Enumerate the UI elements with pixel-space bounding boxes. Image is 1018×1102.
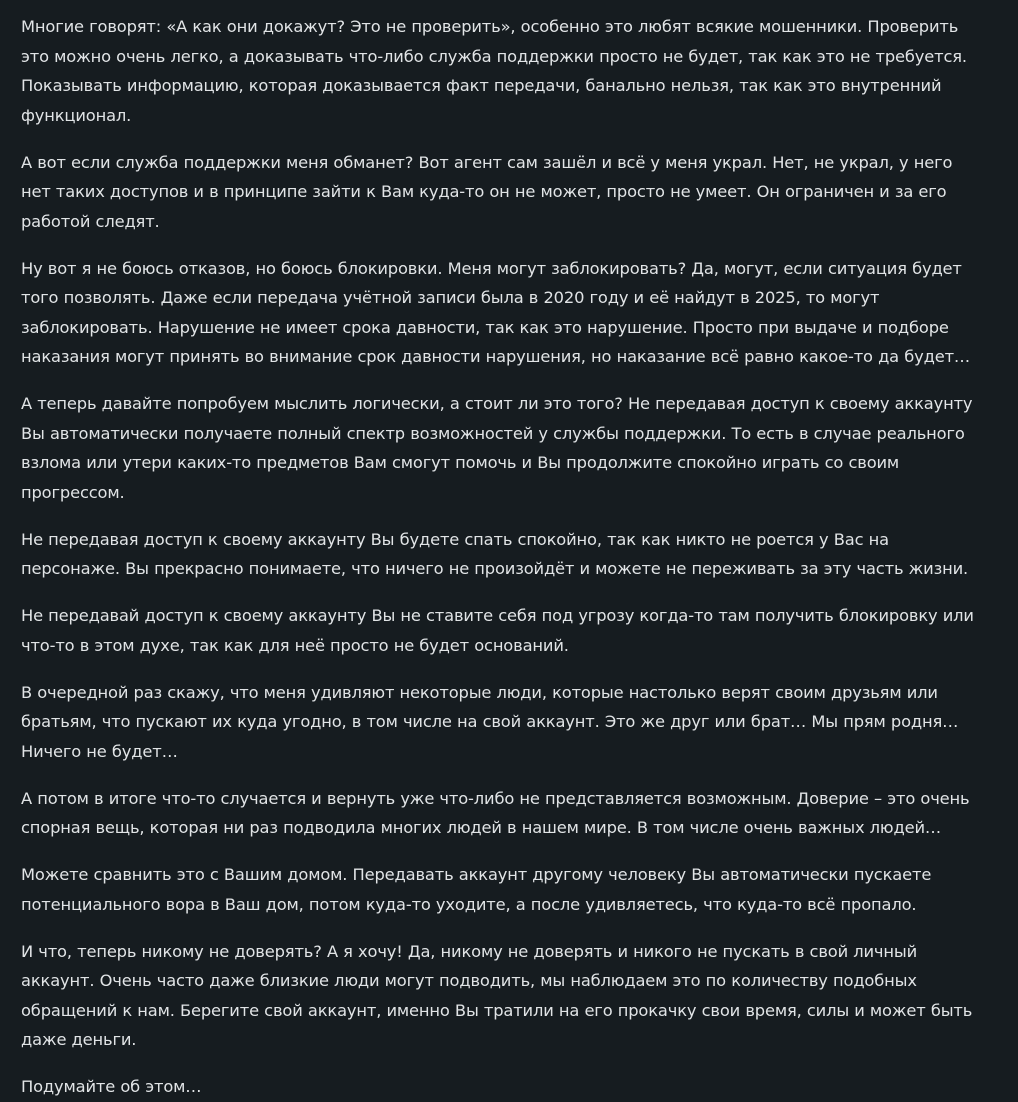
paragraph-think-about-it: Подумайте об этом… [21, 1077, 202, 1096]
paragraph-dont-trust: И что, теперь никому не доверять? А я хочу! Да, никому не доверять и никого не пускать в свой личный аккаунт. Очень часто даже близкие люди могут подводить, мы наблюдаем это по количеству подобных обращений к нам. Берегите свой аккаунт, именно Вы тратили на его прокачку свои время, силы и может быть даже деньги. [21, 941, 973, 1049]
paragraph-no-threat: Не передавай доступ к своему аккаунту Вы не ставите себя под угрозу когда-то там получить блокировку или что-то в этом духе, так как для неё просто не будет оснований. [21, 606, 974, 655]
paragraph-sleep-calmly: Не передавая доступ к своему аккаунту Вы будете спать спокойно, так как никто не роется у Вас на персонаже. Вы прекрасно понимаете, что ничего не произойдёт и можете не переживать за эту часть жизни. [21, 529, 969, 578]
paragraph-logic: А теперь давайте попробуем мыслить логически, а стоит ли это того? Не передавая доступ к своему аккаунту Вы автоматически получаете полный спектр возможностей у службы поддержки. То есть в случае реального взлома или утери каких-то предметов Вам смогут помочь и Вы продолжите спокойно играть со своим прогрессом. [21, 394, 973, 502]
paragraph-house-analogy: Можете сравнить это с Вашим домом. Передавать аккаунт другому человеку Вы автоматически пускаете потенциального вора в Ваш дом, потом куда-то уходите, а после удивляетесь, что куда-то всё пропало. [21, 865, 932, 914]
paragraph-friends: В очередной раз скажу, что меня удивляют некоторые люди, которые настолько верят своим друзьям или братьям, что пускают их куда угодно, в том числе на свой аккаунт. Это же друг или брат… Мы прям родня… Ничего не будет… [21, 682, 959, 761]
paragraph-support-agent: А вот если служба поддержки меня обманет? Вот агент сам зашёл и всё у меня украл. Нет, не украл, у него нет таких доступов и в принципе зайти к Вам куда-то он не может, просто не умеет. Он ограничен и за его работой следят. [21, 152, 953, 231]
paragraph-proof: Многие говорят: «А как они докажут? Это не проверить», особенно это любят всякие мошенники. Проверить это можно очень легко, а доказывать что-либо служба поддержки просто не будет, так как это не требуется. Показывать информацию, которая доказывается факт передачи, банально нельзя, так как это внутренний функционал. [21, 17, 967, 125]
paragraph-blocking: Ну вот я не боюсь отказов, но боюсь блокировки. Меня могут заблокировать? Да, могут, если ситуация будет того позволять. Даже если передача учётной записи была в 2020 году и её найдут в 2025, то могут заблокировать. Нарушение не имеет срока давности, так как это нарушение. Просто при выдаче и подборе наказания могут принять во внимание срок давности нарушения, но наказание всё равно какое-то да будет… [21, 258, 971, 366]
paragraph-trust: А потом в итоге что-то случается и вернуть уже что-либо не представляется возможным. Доверие – это очень спорная вещь, которая ни раз подводила многих людей в нашем мире. В том числе очень важных людей… [21, 788, 970, 837]
